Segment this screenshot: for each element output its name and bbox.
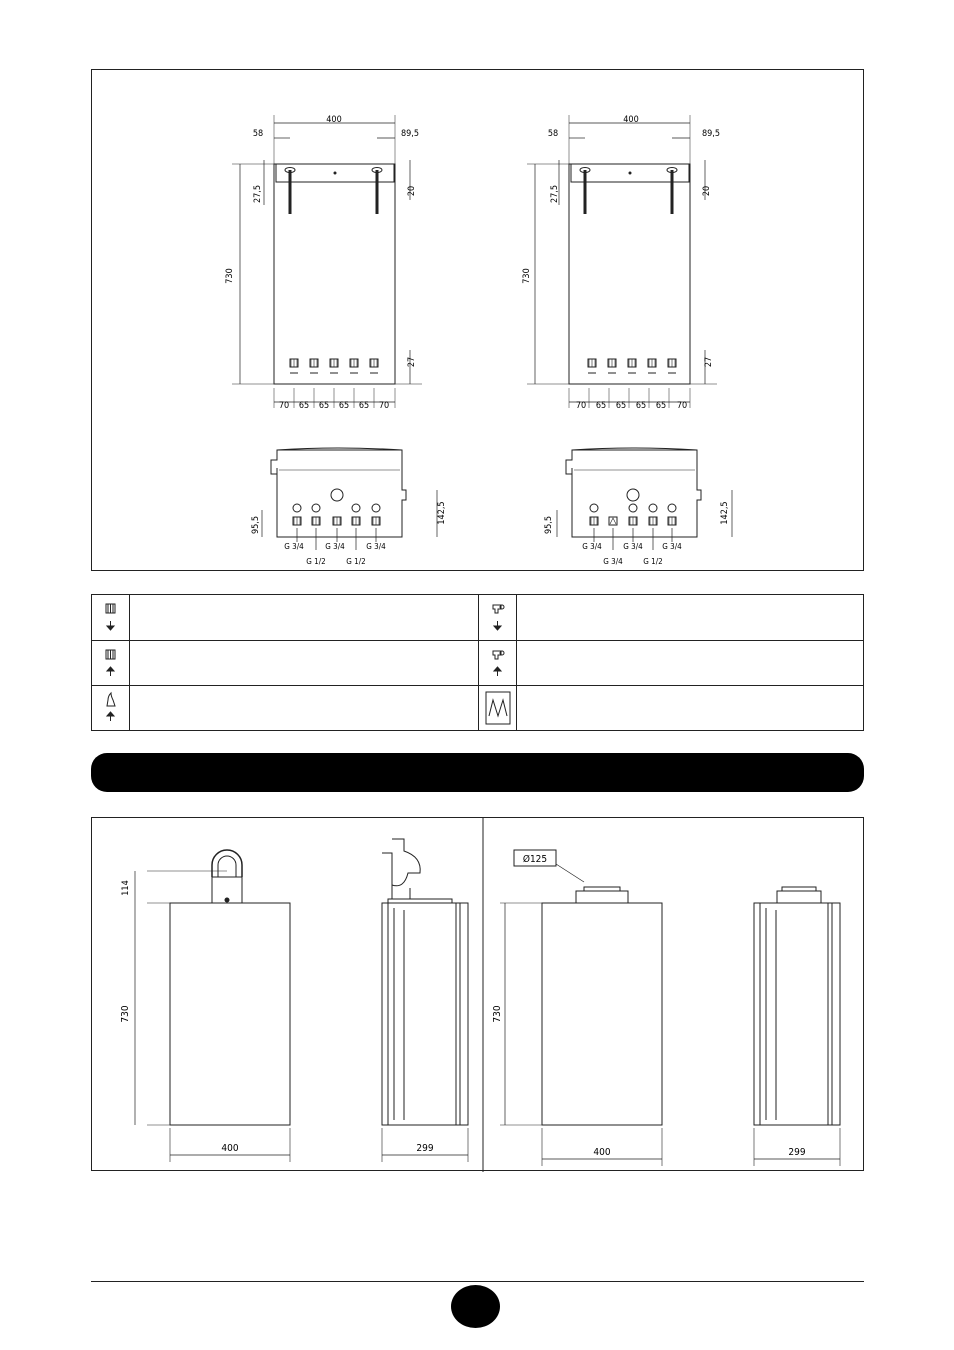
dim-right-offset-r: 89,5 bbox=[701, 129, 721, 139]
thread-label-right-4: G 1/2 bbox=[643, 557, 663, 566]
dim-bottom-2: 65 bbox=[318, 401, 330, 411]
right-elevation bbox=[522, 115, 720, 411]
thread-label-right-3: G 3/4 bbox=[603, 557, 623, 566]
dim-height: 730 bbox=[225, 268, 235, 284]
left-elevation bbox=[225, 115, 422, 411]
page-number-badge bbox=[451, 1285, 500, 1328]
dimension-drawings-svg bbox=[92, 818, 865, 1172]
dim-depth-right: 299 bbox=[788, 1147, 806, 1158]
dim-height-right: 730 bbox=[492, 1005, 503, 1023]
dim-detail-high-r: 142,5 bbox=[720, 501, 730, 525]
thread-label-left-2: G 3/4 bbox=[366, 542, 386, 551]
legend-row bbox=[92, 641, 478, 686]
footer-rule bbox=[91, 1281, 864, 1282]
thread-label-left-4: G 1/2 bbox=[346, 557, 366, 566]
legend-row bbox=[479, 595, 865, 640]
section-banner bbox=[91, 753, 864, 792]
dim-bottom-r-4: 65 bbox=[655, 401, 667, 411]
dim-bottom-r-3: 65 bbox=[635, 401, 647, 411]
legend-row bbox=[479, 641, 865, 686]
dim-bracket-drop-r: 27,5 bbox=[550, 184, 560, 204]
dim-top-rail: 20 bbox=[407, 185, 417, 197]
dim-bottom-4: 65 bbox=[358, 401, 370, 411]
dim-height-left: 730 bbox=[120, 1005, 131, 1023]
dim-top-rail-r: 20 bbox=[702, 185, 712, 197]
thread-label-left-0: G 3/4 bbox=[284, 542, 304, 551]
left-side-view bbox=[382, 839, 468, 1162]
hot-water-tap-outlet-icon bbox=[479, 595, 517, 640]
dim-bottom-1: 65 bbox=[298, 401, 310, 411]
dim-width-right: 400 bbox=[593, 1147, 611, 1158]
dim-fitting-height: 27 bbox=[407, 356, 417, 368]
dim-fitting-height-r: 27 bbox=[704, 356, 714, 368]
legend-row bbox=[92, 595, 478, 640]
dim-bottom-r-0: 70 bbox=[575, 401, 587, 411]
dim-detail-low: 95,5 bbox=[251, 515, 261, 535]
dim-left-offset: 58 bbox=[252, 129, 264, 139]
cold-water-inlet-icon bbox=[479, 641, 517, 686]
dim-detail-high: 142,5 bbox=[437, 501, 447, 525]
thread-label-right-1: G 3/4 bbox=[623, 542, 643, 551]
dim-width-r: 400 bbox=[623, 115, 639, 125]
dimensions-frame bbox=[91, 817, 864, 1171]
dim-width-left: 400 bbox=[221, 1143, 239, 1154]
thread-label-right-0: G 3/4 bbox=[582, 542, 602, 551]
left-front-view bbox=[120, 850, 290, 1162]
dim-bottom-5: 70 bbox=[378, 401, 390, 411]
legend-row bbox=[479, 686, 865, 731]
dim-bottom-0: 70 bbox=[278, 401, 290, 411]
gas-inlet-icon bbox=[92, 686, 130, 731]
dim-depth-left: 299 bbox=[416, 1143, 434, 1154]
legend-row bbox=[92, 686, 478, 731]
dim-left-offset-r: 58 bbox=[547, 129, 559, 139]
right-front-view bbox=[492, 850, 662, 1166]
left-underside-detail bbox=[251, 448, 447, 566]
dim-detail-low-r: 95,5 bbox=[544, 515, 554, 535]
radiator-outlet-icon bbox=[92, 595, 130, 640]
thread-label-right-2: G 3/4 bbox=[662, 542, 682, 551]
right-underside-detail bbox=[544, 448, 732, 566]
radiator-return-icon bbox=[92, 641, 130, 686]
thread-label-left-1: G 3/4 bbox=[325, 542, 345, 551]
thread-label-left-3: G 1/2 bbox=[306, 557, 326, 566]
dim-right-offset: 89,5 bbox=[400, 129, 420, 139]
dim-bottom-r-5: 70 bbox=[676, 401, 688, 411]
legend-table bbox=[91, 594, 864, 731]
connection-diagram-frame bbox=[91, 69, 864, 571]
right-side-view bbox=[754, 887, 840, 1166]
dim-chimney-height: 114 bbox=[121, 880, 131, 896]
coil-heater-icon bbox=[479, 686, 517, 731]
connection-diagrams-svg bbox=[92, 70, 865, 572]
flue-diameter-label: Ø125 bbox=[522, 854, 548, 865]
dim-bottom-3: 65 bbox=[338, 401, 350, 411]
dim-bottom-r-1: 65 bbox=[595, 401, 607, 411]
dim-bracket-drop: 27,5 bbox=[253, 184, 263, 204]
dim-bottom-r-2: 65 bbox=[615, 401, 627, 411]
dim-height-r: 730 bbox=[522, 268, 532, 284]
dim-width: 400 bbox=[326, 115, 342, 125]
